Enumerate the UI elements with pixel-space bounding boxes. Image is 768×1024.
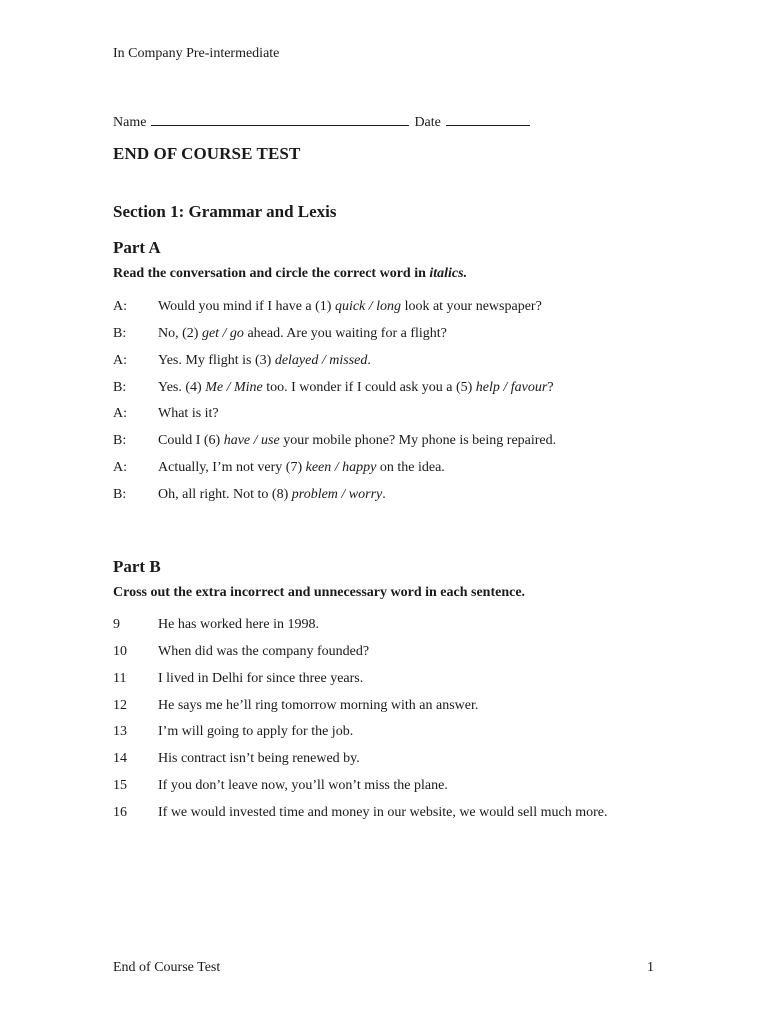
- sentence-text[interactable]: I lived in Delhi for since three years.: [158, 671, 364, 686]
- name-field[interactable]: [151, 111, 409, 126]
- word-choice[interactable]: delayed / missed: [274, 353, 368, 368]
- line-text-segment: your mobile phone? My phone is being repaired.: [279, 433, 557, 448]
- item-number: 14: [113, 751, 127, 766]
- page-number: 1: [647, 960, 654, 975]
- course-header: In Company Pre-intermediate: [113, 46, 280, 61]
- speaker-label: B:: [113, 326, 127, 341]
- name-label: Name: [113, 115, 147, 130]
- speaker-label: A:: [113, 406, 127, 421]
- line-text: [158, 406, 219, 422]
- part-b-instruction: Cross out the extra incorrect and unnecessary word in each sentence.: [113, 585, 526, 600]
- part-b-heading: Part B: [113, 557, 161, 576]
- sentence-text[interactable]: If we would invested time and money in our website, we would sell much more.: [158, 805, 608, 820]
- line-text-segment: No, (2): [158, 326, 202, 341]
- word-choice[interactable]: problem / worry: [291, 487, 383, 502]
- name-date-row: [113, 111, 530, 131]
- footer-title: End of Course Test: [113, 960, 221, 975]
- part-a-instruction-text: Read the conversation and circle the correct word in: [113, 266, 430, 281]
- line-text-segment: .: [382, 487, 386, 502]
- line-text-segment: Could I (6): [158, 433, 224, 448]
- line-text: [158, 326, 447, 342]
- speaker-label: B:: [113, 487, 127, 502]
- speaker-label: A:: [113, 353, 127, 368]
- line-text-segment: Oh, all right. Not to (8): [158, 487, 292, 502]
- line-text-segment: What is it?: [158, 406, 219, 421]
- line-text: [158, 380, 554, 396]
- line-text-segment: look at your newspaper?: [401, 299, 542, 314]
- sentence-text[interactable]: I’m will going to apply for the job.: [158, 724, 354, 739]
- item-number: 9: [113, 617, 120, 632]
- part-a-instruction-italic: italics.: [429, 266, 468, 281]
- line-text: [158, 460, 445, 476]
- line-text: [158, 299, 542, 315]
- line-text-segment: Yes. My flight is (3): [158, 353, 275, 368]
- line-text-segment: on the idea.: [376, 460, 445, 475]
- date-label: Date: [414, 115, 441, 130]
- section-heading: Section 1: Grammar and Lexis: [113, 202, 337, 221]
- line-text: [158, 433, 556, 449]
- speaker-label: B:: [113, 433, 127, 448]
- item-number: 15: [113, 778, 127, 793]
- word-choice[interactable]: get / go: [201, 326, 244, 341]
- sentence-text[interactable]: He has worked here in 1998.: [158, 617, 319, 632]
- line-text-segment: Actually, I’m not very (7): [158, 460, 306, 475]
- item-number: 16: [113, 805, 127, 820]
- word-choice[interactable]: help / favour: [475, 380, 548, 395]
- sentence-text[interactable]: He says me he’ll ring tomorrow morning with an answer.: [158, 698, 479, 713]
- speaker-label: A:: [113, 299, 127, 314]
- page-title: END OF COURSE TEST: [113, 144, 301, 163]
- line-text-segment: Would you mind if I have a (1): [158, 299, 335, 314]
- item-number: 10: [113, 644, 127, 659]
- word-choice[interactable]: have / use: [223, 433, 280, 448]
- item-number: 12: [113, 698, 127, 713]
- date-field[interactable]: [446, 111, 530, 126]
- line-text-segment: .: [367, 353, 371, 368]
- line-text-segment: ?: [547, 380, 554, 395]
- part-a-instruction: [113, 266, 467, 282]
- line-text: [158, 487, 386, 503]
- sentence-text[interactable]: If you don’t leave now, you’ll won’t miss the plane.: [158, 778, 448, 793]
- speaker-label: B:: [113, 380, 127, 395]
- line-text-segment: too. I wonder if I could ask you a (5): [262, 380, 476, 395]
- speaker-label: A:: [113, 460, 127, 475]
- line-text-segment: ahead. Are you waiting for a flight?: [243, 326, 447, 341]
- word-choice[interactable]: quick / long: [334, 299, 402, 314]
- sentence-text[interactable]: His contract isn’t being renewed by.: [158, 751, 360, 766]
- word-choice[interactable]: Me / Mine: [205, 380, 263, 395]
- item-number: 11: [113, 671, 127, 686]
- sentence-text[interactable]: When did was the company founded?: [158, 644, 370, 659]
- word-choice[interactable]: keen / happy: [305, 460, 377, 475]
- item-number: 13: [113, 724, 127, 739]
- part-a-heading: Part A: [113, 238, 161, 257]
- line-text-segment: Yes. (4): [158, 380, 206, 395]
- line-text: [158, 353, 371, 369]
